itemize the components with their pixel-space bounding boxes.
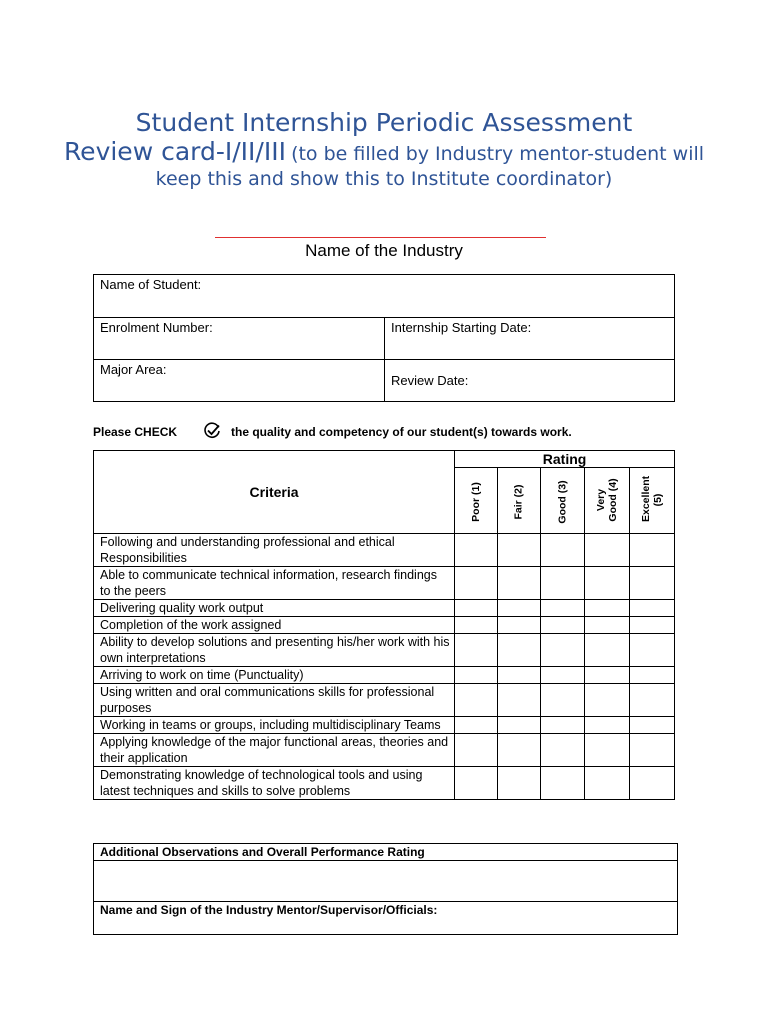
rating-checkbox-cell[interactable] (629, 600, 674, 617)
criteria-row (94, 600, 675, 617)
rating-checkbox-cell[interactable] (455, 617, 498, 634)
rating-checkbox-cell[interactable] (584, 684, 629, 717)
criteria-row (94, 717, 675, 734)
rating-checkbox-cell[interactable] (584, 534, 629, 567)
rating-checkbox-cell[interactable] (584, 617, 629, 634)
criteria-row (94, 684, 675, 717)
internship-start-date-field[interactable] (385, 318, 675, 360)
scale-poor: Poor (1) (455, 468, 498, 534)
rating-checkbox-cell[interactable] (540, 667, 584, 684)
rating-checkbox-cell[interactable] (584, 717, 629, 734)
mentor-signature-field[interactable] (94, 902, 678, 935)
criteria-row (94, 534, 675, 567)
rating-checkbox-cell[interactable] (498, 600, 541, 617)
red-divider (215, 237, 546, 238)
rating-checkbox-cell[interactable] (629, 534, 674, 567)
criteria-label: Following and understanding professional and ethical Responsibilities (94, 534, 455, 567)
student-info-table (93, 274, 675, 402)
rating-checkbox-cell[interactable] (540, 684, 584, 717)
rating-checkbox-cell[interactable] (498, 667, 541, 684)
rating-checkbox-cell[interactable] (498, 534, 541, 567)
criteria-row (94, 634, 675, 667)
check-circle-icon (203, 422, 221, 443)
observations-table (93, 843, 678, 935)
criteria-label: Applying knowledge of the major functional areas, theories and their application (94, 734, 455, 767)
rating-checkbox-cell[interactable] (629, 767, 674, 800)
rating-checkbox-cell[interactable] (455, 600, 498, 617)
criteria-label: Demonstrating knowledge of technological tools and using latest techniques and skills to solve problems (94, 767, 455, 800)
criteria-label: Using written and oral communications skills for professional purposes (94, 684, 455, 717)
criteria-label: Arriving to work on time (Punctuality) (94, 667, 455, 684)
criteria-label: Ability to develop solutions and presenting his/her work with his own interpretations (94, 634, 455, 667)
rating-checkbox-cell[interactable] (629, 684, 674, 717)
title-note: (to be filled by Industry mentor-student will keep this and show this to Institute coordinator) (155, 143, 705, 190)
rating-checkbox-cell[interactable] (455, 684, 498, 717)
scale-very-good: Very Good (4) (584, 468, 629, 534)
observations-field[interactable] (94, 861, 678, 902)
rating-checkbox-cell[interactable] (540, 600, 584, 617)
rating-checkbox-cell[interactable] (629, 717, 674, 734)
rating-table (93, 450, 675, 800)
rating-checkbox-cell[interactable] (455, 734, 498, 767)
enrolment-number-label: Enrolment Number: (100, 320, 213, 335)
major-area-label: Major Area: (100, 362, 167, 377)
rating-checkbox-cell[interactable] (540, 567, 584, 600)
rating-checkbox-cell[interactable] (498, 567, 541, 600)
review-date-field[interactable] (385, 360, 675, 402)
rating-checkbox-cell[interactable] (540, 767, 584, 800)
scale-excellent: Excellent (5) (629, 468, 674, 534)
rating-checkbox-cell[interactable] (540, 734, 584, 767)
rating-checkbox-cell[interactable] (540, 717, 584, 734)
rating-checkbox-cell[interactable] (629, 617, 674, 634)
rating-checkbox-cell[interactable] (455, 567, 498, 600)
rating-checkbox-cell[interactable] (584, 667, 629, 684)
internship-start-date-label: Internship Starting Date: (391, 320, 532, 335)
criteria-row (94, 667, 675, 684)
rating-checkbox-cell[interactable] (540, 634, 584, 667)
criteria-header: Criteria (94, 451, 455, 534)
title-line-2: Review card-I/II/III (63, 137, 286, 166)
major-area-field[interactable] (94, 360, 385, 402)
rating-checkbox-cell[interactable] (455, 717, 498, 734)
criteria-label: Able to communicate technical information, research findings to the peers (94, 567, 455, 600)
rating-checkbox-cell[interactable] (455, 634, 498, 667)
scale-fair: Fair (2) (498, 468, 541, 534)
criteria-row (94, 734, 675, 767)
rating-checkbox-cell[interactable] (584, 600, 629, 617)
mentor-signature-label: Name and Sign of the Industry Mentor/Supervisor/Officials: (100, 903, 438, 917)
rating-checkbox-cell[interactable] (629, 734, 674, 767)
rating-checkbox-cell[interactable] (629, 634, 674, 667)
rating-checkbox-cell[interactable] (629, 667, 674, 684)
criteria-label: Working in teams or groups, including multidisciplinary Teams (94, 717, 455, 734)
criteria-row (94, 617, 675, 634)
rating-checkbox-cell[interactable] (455, 667, 498, 684)
enrolment-number-field[interactable] (94, 318, 385, 360)
rating-checkbox-cell[interactable] (455, 767, 498, 800)
rating-checkbox-cell[interactable] (498, 617, 541, 634)
rating-checkbox-cell[interactable] (584, 734, 629, 767)
check-instruction-prefix: Please CHECK (93, 425, 178, 439)
rating-checkbox-cell[interactable] (498, 767, 541, 800)
rating-checkbox-cell[interactable] (629, 567, 674, 600)
rating-checkbox-cell[interactable] (584, 767, 629, 800)
review-date-label: Review Date: (391, 373, 469, 388)
rating-checkbox-cell[interactable] (584, 567, 629, 600)
criteria-row (94, 767, 675, 800)
title-line-1: Student Internship Periodic Assessment (135, 108, 633, 137)
rating-checkbox-cell[interactable] (498, 717, 541, 734)
rating-header: Rating (455, 451, 675, 468)
rating-checkbox-cell[interactable] (540, 534, 584, 567)
criteria-row (94, 567, 675, 600)
student-name-field[interactable] (94, 275, 675, 318)
form-title (60, 108, 708, 192)
rating-checkbox-cell[interactable] (584, 634, 629, 667)
criteria-label: Completion of the work assigned (94, 617, 455, 634)
rating-checkbox-cell[interactable] (540, 617, 584, 634)
observations-label: Additional Observations and Overall Performance Rating (94, 844, 678, 861)
check-instruction-suffix: the quality and competency of our student(s) towards work. (231, 425, 572, 439)
scale-good: Good (3) (540, 468, 584, 534)
industry-name-label: Name of the Industry (305, 241, 463, 260)
rating-checkbox-cell[interactable] (498, 684, 541, 717)
rating-checkbox-cell[interactable] (498, 634, 541, 667)
student-name-label: Name of Student: (100, 277, 202, 292)
rating-checkbox-cell[interactable] (455, 534, 498, 567)
criteria-label: Delivering quality work output (94, 600, 455, 617)
rating-checkbox-cell[interactable] (498, 734, 541, 767)
